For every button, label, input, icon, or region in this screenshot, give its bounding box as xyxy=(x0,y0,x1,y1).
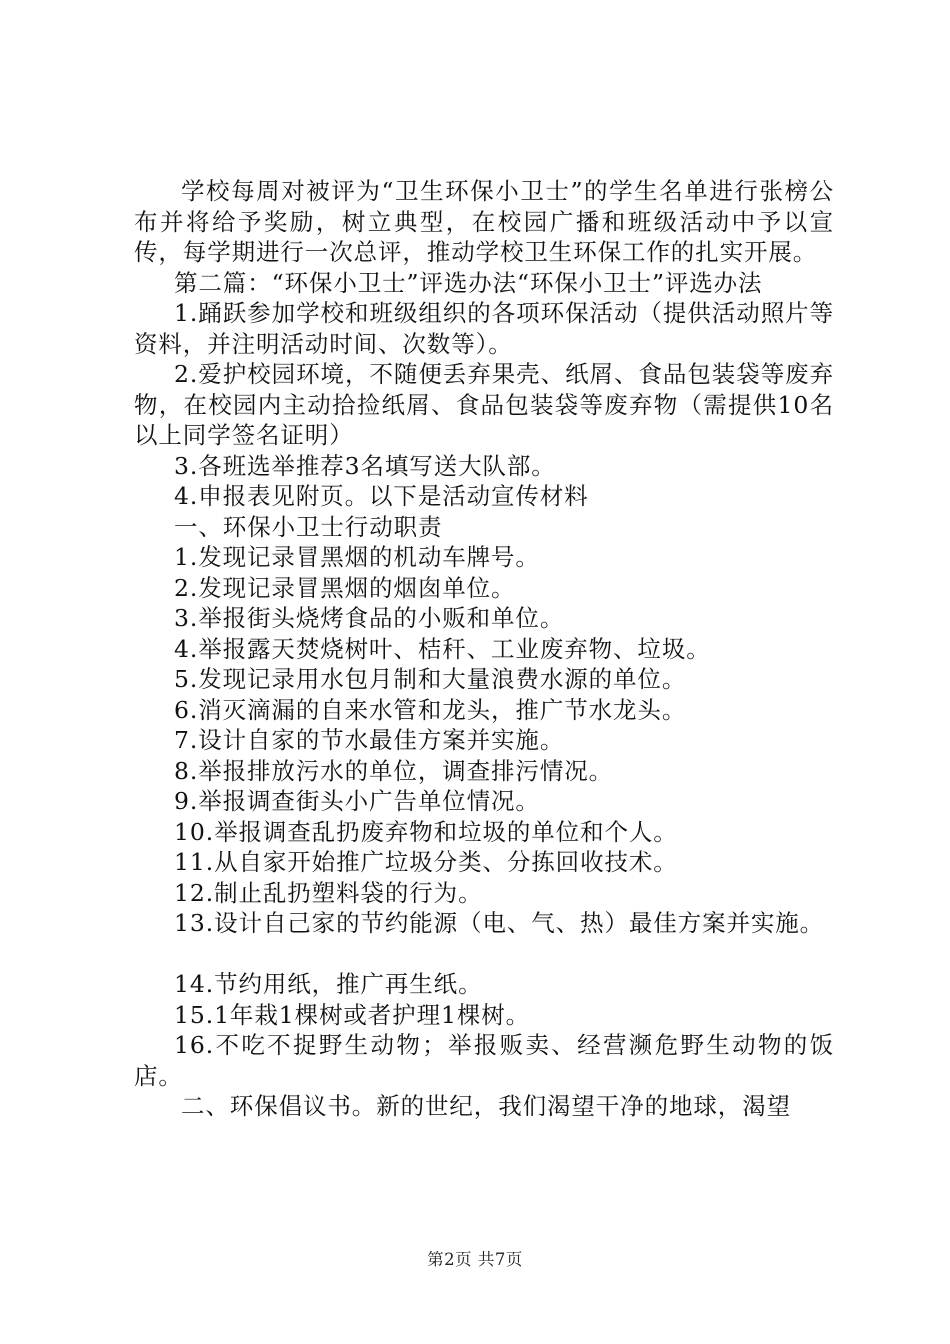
list-item: 14.节约用纸，推广再生纸。 xyxy=(174,970,483,998)
section-heading: 一、环保小卫士行动职责 xyxy=(174,512,443,541)
list-item: 15.1年栽1棵树或者护理1棵树。 xyxy=(174,1000,531,1029)
blank-line xyxy=(134,939,834,970)
list-item: 1.发现记录冒黑烟的机动车牌号。 xyxy=(174,543,540,571)
list-item: 13.设计自己家的节约能源（电、气、热）最佳方案并实施。 xyxy=(174,909,825,937)
list-item: 6.消灭滴漏的自来水管和龙头，推广节水龙头。 xyxy=(174,695,687,724)
list-item: 3.举报街头烧烤食品的小贩和单位。 xyxy=(174,604,565,632)
paragraph: 学校每周对被评为“卫生环保小卫士”的学生名单进行张榜公布并将给予奖励，树立典型，在校园广播和班级活动中予以宣传，每学期进行一次总评，推动学校卫生环保工作的扎实开展。 xyxy=(134,177,834,266)
section-heading: 第二篇：“环保小卫士”评选办法“环保小卫士”评选办法 xyxy=(174,268,763,297)
section-heading: 二、环保倡议书。新的世纪，我们渴望干净的地球，渴望 xyxy=(181,1092,791,1120)
list-item: 11.从自家开始推广垃圾分类、分拣回收技术。 xyxy=(174,848,678,876)
list-item: 12.制止乱扔塑料袋的行为。 xyxy=(174,878,483,907)
list-item: 3.各班选举推荐3名填写送大队部。 xyxy=(174,451,556,480)
list-item: 2.爱护校园环境，不随便丢弃果壳、纸屑、食品包装袋等废弃物，在校园内主动拾捡纸屑、食品包装袋等废弃物（需提供10名以上同学签名证明） xyxy=(134,360,834,449)
list-item: 10.举报调查乱扔废弃物和垃圾的单位和个人。 xyxy=(174,817,678,846)
list-item: 9.举报调查街头小广告单位情况。 xyxy=(174,787,540,815)
list-item: 1.踊跃参加学校和班级组织的各项环保活动（提供活动照片等资料，并注明活动时间、次数等）。 xyxy=(134,299,834,358)
list-item: 8.举报排放污水的单位，调查排污情况。 xyxy=(174,756,614,785)
list-item: 2.发现记录冒黑烟的烟囱单位。 xyxy=(174,573,516,602)
list-item: 4.申报表见附页。以下是活动宣传材料 xyxy=(174,482,589,510)
page-footer: 第2页 共7页 xyxy=(427,1250,523,1269)
list-item: 16.不吃不捉野生动物；举报贩卖、经营濒危野生动物的饭店。 xyxy=(134,1031,834,1090)
list-item: 7.设计自家的节水最佳方案并实施。 xyxy=(174,726,565,754)
list-item: 5.发现记录用水包月制和大量浪费水源的单位。 xyxy=(174,665,687,693)
list-item: 4.举报露天焚烧树叶、桔秆、工业废弃物、垃圾。 xyxy=(174,634,711,663)
document-body xyxy=(134,176,834,1122)
